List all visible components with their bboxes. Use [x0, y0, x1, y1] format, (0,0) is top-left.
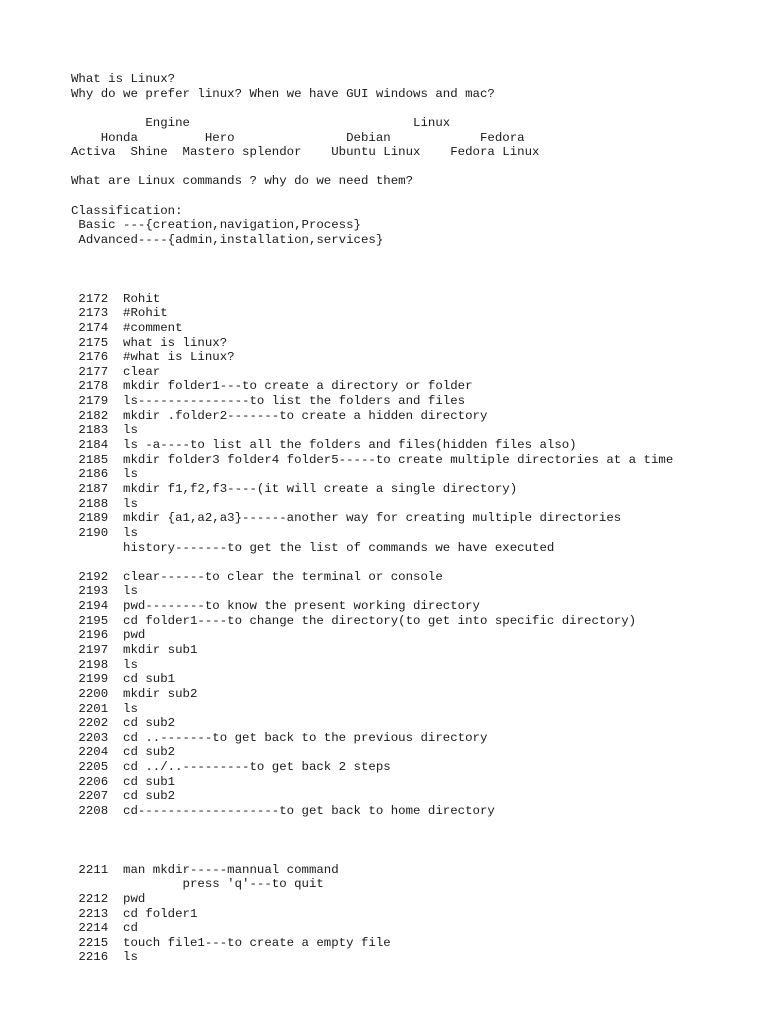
blank-line [71, 101, 761, 116]
text-line: 2183 ls [71, 423, 138, 438]
text-line: Honda Hero Debian Fedora [71, 130, 525, 145]
blank-line [71, 848, 761, 863]
text-line: 2208 cd-------------------to get back to home directory [71, 804, 495, 819]
blank-line [71, 555, 761, 570]
text-line: 2195 cd folder1----to change the directory(to get into specific directory) [71, 613, 637, 628]
text-line: 2178 mkdir folder1---to create a directory or folder [71, 379, 473, 394]
text-line: 2198 ls [71, 657, 138, 672]
document-text-block [71, 72, 761, 965]
text-line: 2216 ls [71, 950, 138, 965]
text-line: 2211 man mkdir-----mannual command [71, 862, 339, 877]
text-line: 2187 mkdir f1,f2,f3----(it will create a single directory) [71, 481, 518, 496]
text-line: 2199 cd sub1 [71, 672, 176, 687]
blank-line [71, 189, 761, 204]
text-line: 2212 pwd [71, 891, 146, 906]
text-line: 2188 ls [71, 496, 138, 511]
text-line: 2197 mkdir sub1 [71, 642, 198, 657]
text-line: history-------to get the list of commands we have executed [71, 540, 555, 555]
text-line: Classification: [71, 203, 183, 218]
text-line: 2179 ls---------------to list the folders and files [71, 394, 466, 409]
blank-line [71, 160, 761, 175]
text-line: 2207 cd sub2 [71, 789, 176, 804]
text-line: 2192 clear------to clear the terminal or console [71, 569, 443, 584]
blank-line [71, 248, 761, 263]
text-line: Advanced----{admin,installation,services} [71, 233, 384, 248]
text-line: 2196 pwd [71, 628, 146, 643]
text-line: What is Linux? [71, 72, 176, 86]
text-line: 2194 pwd--------to know the present working directory [71, 599, 480, 614]
text-line: 2184 ls -a----to list all the folders and files(hidden files also) [71, 438, 577, 453]
text-line: 2201 ls [71, 701, 138, 716]
text-line: 2204 cd sub2 [71, 745, 176, 760]
text-line: 2182 mkdir .folder2-------to create a hidden directory [71, 408, 488, 423]
text-line: 2215 touch file1---to create a empty file [71, 935, 391, 950]
text-line: 2214 cd [71, 921, 138, 936]
text-line: 2205 cd ../..---------to get back 2 steps [71, 760, 391, 775]
text-line: 2200 mkdir sub2 [71, 686, 198, 701]
text-line: 2193 ls [71, 584, 138, 599]
text-line: What are Linux commands ? why do we need them? [71, 174, 414, 189]
text-line: 2203 cd ..-------to get back to the previous directory [71, 730, 488, 745]
blank-line [71, 833, 761, 848]
text-line: Activa Shine Mastero splendor Ubuntu Linux Fedora Linux [71, 145, 540, 160]
text-line: 2189 mkdir {a1,a2,a3}------another way for creating multiple directories [71, 511, 622, 526]
blank-line [71, 277, 761, 292]
text-line: Engine Linux [71, 115, 451, 130]
blank-line [71, 262, 761, 277]
text-line: 2175 what is linux? [71, 335, 228, 350]
text-line: 2186 ls [71, 467, 138, 482]
text-line: 2177 clear [71, 364, 161, 379]
text-line: press 'q'---to quit [71, 877, 324, 892]
text-line: 2202 cd sub2 [71, 716, 176, 731]
text-line: 2213 cd folder1 [71, 906, 198, 921]
blank-line [71, 819, 761, 834]
text-line: 2185 mkdir folder3 folder4 folder5-----to create multiple directories at a time [71, 452, 674, 467]
text-line: Why do we prefer linux? When we have GUI windows and mac? [71, 86, 495, 101]
text-line: 2190 ls [71, 525, 138, 540]
text-line: Basic ---{creation,navigation,Process} [71, 218, 361, 233]
text-line: 2206 cd sub1 [71, 774, 176, 789]
text-line: 2173 #Rohit [71, 306, 168, 321]
text-line: 2174 #comment [71, 320, 183, 335]
text-line: 2176 #what is Linux? [71, 350, 235, 365]
text-line: 2172 Rohit [71, 291, 161, 306]
